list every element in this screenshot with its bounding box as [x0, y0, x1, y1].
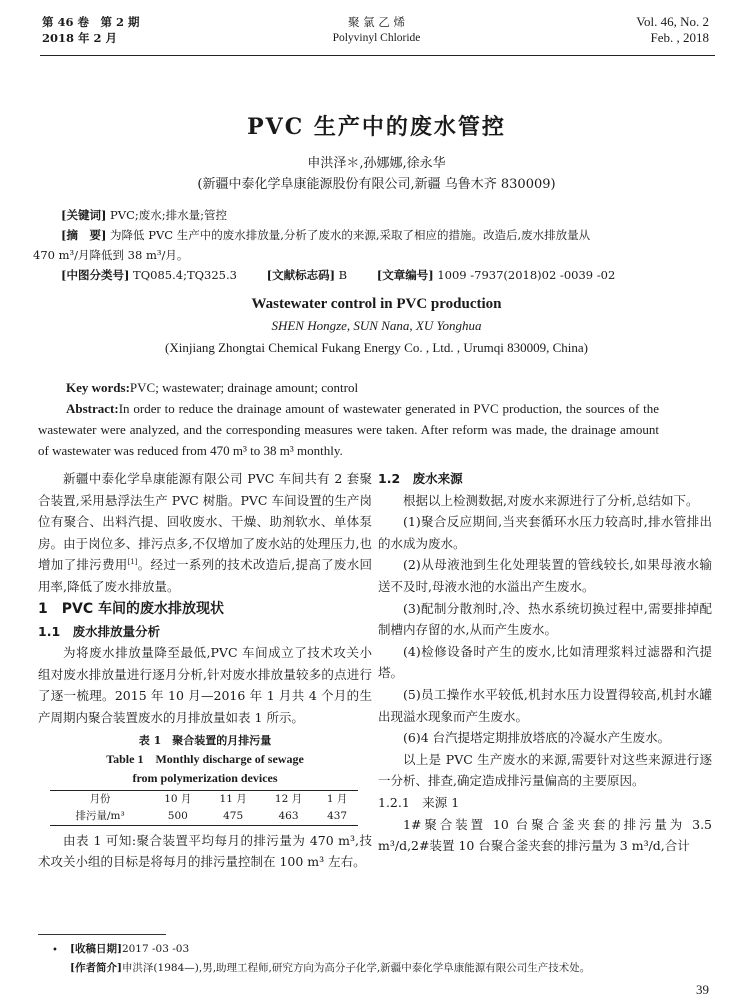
paragraph-1-2-intro: 根据以上检测数据,对废水来源进行了分析,总结如下。: [403, 492, 699, 508]
author-bio-value: 申洪泽(1984—),男,助理工程师,研究方向为高分子化学,新疆中泰化学阜康能源有限公司生产技术处。: [121, 962, 591, 974]
section-heading-1-1: 1.1 废水排放量分析: [38, 623, 161, 639]
english-abstract: [38, 398, 659, 461]
table-header-row: [50, 790, 358, 808]
table-header-cell: 月份: [50, 790, 150, 808]
keywords-cn: [61, 205, 721, 225]
footnote-divider: [38, 934, 166, 935]
left-column: [38, 468, 372, 873]
table-caption-cn: 表 1 聚合装置的月排污量: [138, 733, 272, 747]
source-item: (6)4 台汽提塔定期排放塔底的冷凝水产生废水。: [403, 730, 671, 746]
bullet-icon: •: [52, 945, 58, 956]
table-cell: 437: [316, 808, 358, 826]
english-keywords-value: PVC; wastewater; drainage amount; control: [129, 380, 359, 395]
keywords-cn-value: PVC;废水;排水量;管控: [110, 208, 228, 222]
table-cell: 463: [261, 808, 316, 826]
citation-ref[interactable]: [1]: [127, 558, 138, 567]
english-title: Wastewater control in PVC production: [251, 296, 502, 312]
source-item: (3)配制分散剂时,冷、热水系统切换过程中,需要排掉配制槽内存留的水,从而产生废水。: [378, 600, 712, 638]
table-1: [50, 790, 358, 826]
english-keywords-label: Key words:: [66, 380, 130, 395]
page-number: 39: [696, 982, 709, 997]
abstract-cn-line1: 为降低 PVC 生产中的废水排放量,分析了废水的来源,采取了相应的措施。改造后,废水排放量从: [110, 228, 591, 242]
paper-title: PVC 生产中的废水管控: [247, 114, 506, 140]
section-heading-1-2: 1.2 废水来源: [378, 471, 463, 486]
article-no-value: 1009 -7937(2018)02 -0039 -02: [437, 268, 616, 282]
received-date-value: 2017 -03 -03: [121, 943, 190, 955]
date-en: Feb. , 2018: [650, 30, 709, 45]
source-item: (5)员工操作水平较低,机封水压力设置得较高,机封水罐出现溢水现象而产生废水。: [378, 686, 712, 724]
keywords-cn-label: [关键词]: [61, 208, 107, 222]
right-column: [378, 468, 712, 857]
doc-code-value: B: [338, 268, 348, 282]
table-header-cell: 12 月: [261, 790, 316, 808]
intro-text-b: 。经过一系列的技术改造后,提高了废水回用率,降低了废水排放量。: [38, 557, 372, 594]
header-divider: [40, 55, 715, 56]
table-row: [50, 808, 358, 826]
intro-paragraph: [38, 468, 372, 598]
paragraph-after-table: 由表 1 可知:聚合装置平均每月的排污量为 470 m³,技术攻关小组的目标是将每月的排污量控制在 100 m³ 左右。: [38, 832, 372, 870]
abstract-cn-line2: 470 m³/月降低到 38 m³/月。: [33, 248, 189, 262]
paragraph-1-1: 为将废水排放量降至最低,PVC 车间成立了技术攻关小组对废水排放量进行逐月分析,针对废水排放量较多的点进行了逐一梳理。2015 年 10 月—2016 年 1 月共 4 个月的生产周期内聚合装置废水的月排放量如表 1 所示。: [38, 645, 372, 725]
section-heading-1-2-1: 1.2.1 来源 1: [378, 794, 460, 810]
journal-en: Polyvinyl Chloride: [332, 32, 421, 44]
journal-cn: 聚 氯 乙 烯: [348, 15, 405, 29]
english-affiliation: (Xinjiang Zhongtai Chemical Fukang Energy Co. , Ltd. , Urumqi 830009, China): [165, 340, 588, 355]
author-bio: [70, 959, 590, 977]
volume-cn: 第 46 卷 第 2 期: [42, 15, 140, 29]
volume-en: Vol. 46, No. 2: [636, 14, 709, 29]
table-header-cell: 10 月: [150, 790, 205, 808]
table-cell: 475: [205, 808, 260, 826]
english-authors: SHEN Hongze, SUN Nana, XU Yonghua: [271, 318, 482, 333]
abstract-cn-label: [摘 要]: [61, 228, 107, 242]
section-heading-1: 1 PVC 车间的废水排放现状: [38, 600, 224, 617]
table-caption-en-2: from polymerization devices: [132, 770, 278, 785]
table-row-label: 排污量/m³: [50, 808, 150, 826]
article-no-label: [文章编号]: [376, 268, 434, 282]
affiliation-cn: (新疆中泰化学阜康能源股份有限公司,新疆 乌鲁木齐 830009): [197, 177, 556, 192]
english-abstract-text: In order to reduce the drainage amount of wastewater generated in PVC production, the sources of the wastewater were analyzed, and the corresponding measures were taken. After reform was made, the drainage amount of wastewater was reduced from 470 m³ to 38 m³ monthly.: [38, 401, 659, 458]
table-header-cell: 11 月: [205, 790, 260, 808]
summary-paragraph: 以上是 PVC 生产废水的来源,需要针对这些来源进行逐一分析、排查,确定造成排污量偏高的主要原因。: [378, 751, 712, 789]
running-header-right: [636, 14, 709, 46]
intro-text-a: 新疆中泰化学阜康能源有限公司 PVC 车间共有 2 套聚合装置,采用悬浮法生产 PVC 树脂。PVC 车间设置的生产岗位有聚合、出料汽提、回收废水、干燥、助剂软水、单体泵房。由于岗位多、排污点多,不仅增加了废水站的处理压力,也增加了排污费用: [38, 471, 372, 573]
source-item: (1)聚合反应期间,当夹套循环水压力较高时,排水管排出的水成为废水。: [378, 514, 712, 551]
table-caption-en-1: Table 1 Monthly discharge of sewage: [106, 751, 304, 766]
source-item: (2)从母液池到生化处理装置的管线较长,如果母液水输送不及时,母液水池的水溢出产生废水。: [378, 557, 712, 594]
table-cell: 500: [150, 808, 205, 826]
english-keywords: [66, 377, 659, 398]
authors-cn: 申洪泽＊,孙娜娜,徐永华: [307, 156, 446, 171]
author-bio-label: [作者简介]: [70, 962, 122, 974]
classification-line: [61, 265, 721, 285]
doc-code-label: [文献标志码]: [266, 268, 336, 282]
date-cn: 2018 年 2 月: [42, 31, 118, 45]
received-date-label: [收稿日期]: [70, 943, 122, 955]
table-header-cell: 1 月: [316, 790, 358, 808]
clc-value: TQ085.4;TQ325.3: [133, 268, 237, 282]
abstract-cn: [33, 225, 721, 265]
received-date: [70, 940, 189, 958]
paragraph-1-2-1: 1#聚合装置 10 台聚合釜夹套的排污量为 3.5 m³/d,2#装置 10 台聚合釜夹套的排污量为 3 m³/d,合计: [378, 816, 712, 854]
source-item: (4)检修设备时产生的废水,比如清理浆料过滤器和汽提塔。: [378, 643, 712, 681]
english-abstract-label: Abstract:: [66, 401, 119, 416]
clc-label: [中图分类号]: [61, 268, 130, 282]
